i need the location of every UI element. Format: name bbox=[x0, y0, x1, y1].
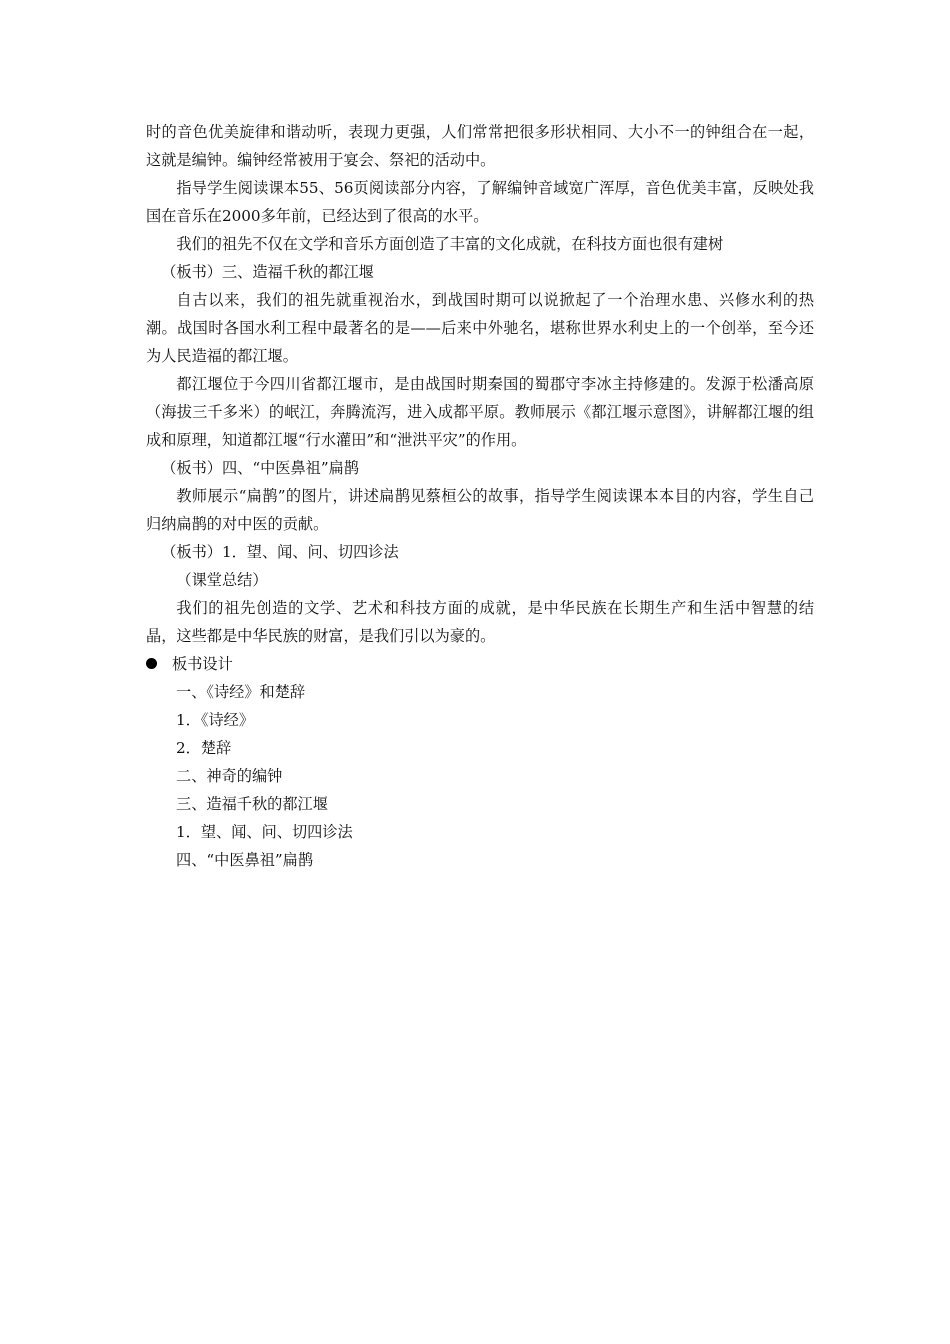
board-design-item: 2．楚辞 bbox=[176, 739, 232, 757]
paragraph: 教师展示“扁鹊”的图片，讲述扁鹊见蔡桓公的故事，指导学生阅读课本本目的内容，学生自己归纳扁鹊的对中医的贡献。 bbox=[146, 487, 814, 533]
board-design-item: 二、神奇的编钟 bbox=[176, 767, 283, 785]
board-design-item: 1．望、闻、问、切四诊法 bbox=[176, 823, 353, 841]
paragraph: 我们的祖先创造的文学、艺术和科技方面的成就，是中华民族在长期生产和生活中智慧的结晶，这些都是中华民族的财富，是我们引以为豪的。 bbox=[146, 599, 814, 645]
document-body bbox=[146, 118, 814, 874]
paragraph: 自古以来，我们的祖先就重视治水，到战国时期可以说掀起了一个治理水患、兴修水利的热潮。战国时各国水利工程中最著名的是——后来中外驰名，堪称世界水利史上的一个创举，至今还为人民造福的都江堰。 bbox=[146, 291, 814, 365]
paragraph: （课堂总结） bbox=[176, 571, 268, 589]
paragraph: （板书）四、“中医鼻祖”扁鹊 bbox=[161, 459, 359, 477]
paragraph: 指导学生阅读课本55、56页阅读部分内容，了解编钟音域宽广浑厚，音色优美丰富，反映处我国在音乐在2000多年前，已经达到了很高的水平。 bbox=[146, 179, 814, 225]
bullet-icon bbox=[146, 658, 157, 669]
paragraph: 时的音色优美旋律和谐动听，表现力更强，人们常常把很多形状相同、大小不一的钟组合在一起，这就是编钟。编钟经常被用于宴会、祭祀的活动中。 bbox=[146, 123, 814, 169]
board-design-item: 三、造福千秋的都江堰 bbox=[176, 795, 328, 813]
board-design-list bbox=[146, 678, 814, 874]
board-design-heading bbox=[146, 650, 814, 678]
board-design-item: 一、《诗经》和楚辞 bbox=[176, 683, 306, 701]
paragraph: 我们的祖先不仅在文学和音乐方面创造了丰富的文化成就，在科技方面也很有建树 bbox=[176, 235, 724, 253]
paragraph: 都江堰位于今四川省都江堰市，是由战国时期秦国的蜀郡守李冰主持修建的。发源于松潘高原（海拔三千多米）的岷江，奔腾流泻，进入成都平原。教师展示《都江堰示意图》，讲解都江堰的组成和原理，知道都江堰“行水灌田”和“泄洪平灾”的作用。 bbox=[146, 375, 814, 449]
paragraph: （板书）1．望、闻、问、切四诊法 bbox=[161, 543, 399, 561]
paragraph-list bbox=[146, 118, 814, 650]
board-design-item: 1．《诗经》 bbox=[176, 711, 255, 729]
board-design-item: 四、“中医鼻祖”扁鹊 bbox=[176, 851, 314, 869]
board-design-title: 板书设计 bbox=[172, 655, 233, 673]
paragraph: （板书）三、造福千秋的都江堰 bbox=[161, 263, 374, 281]
